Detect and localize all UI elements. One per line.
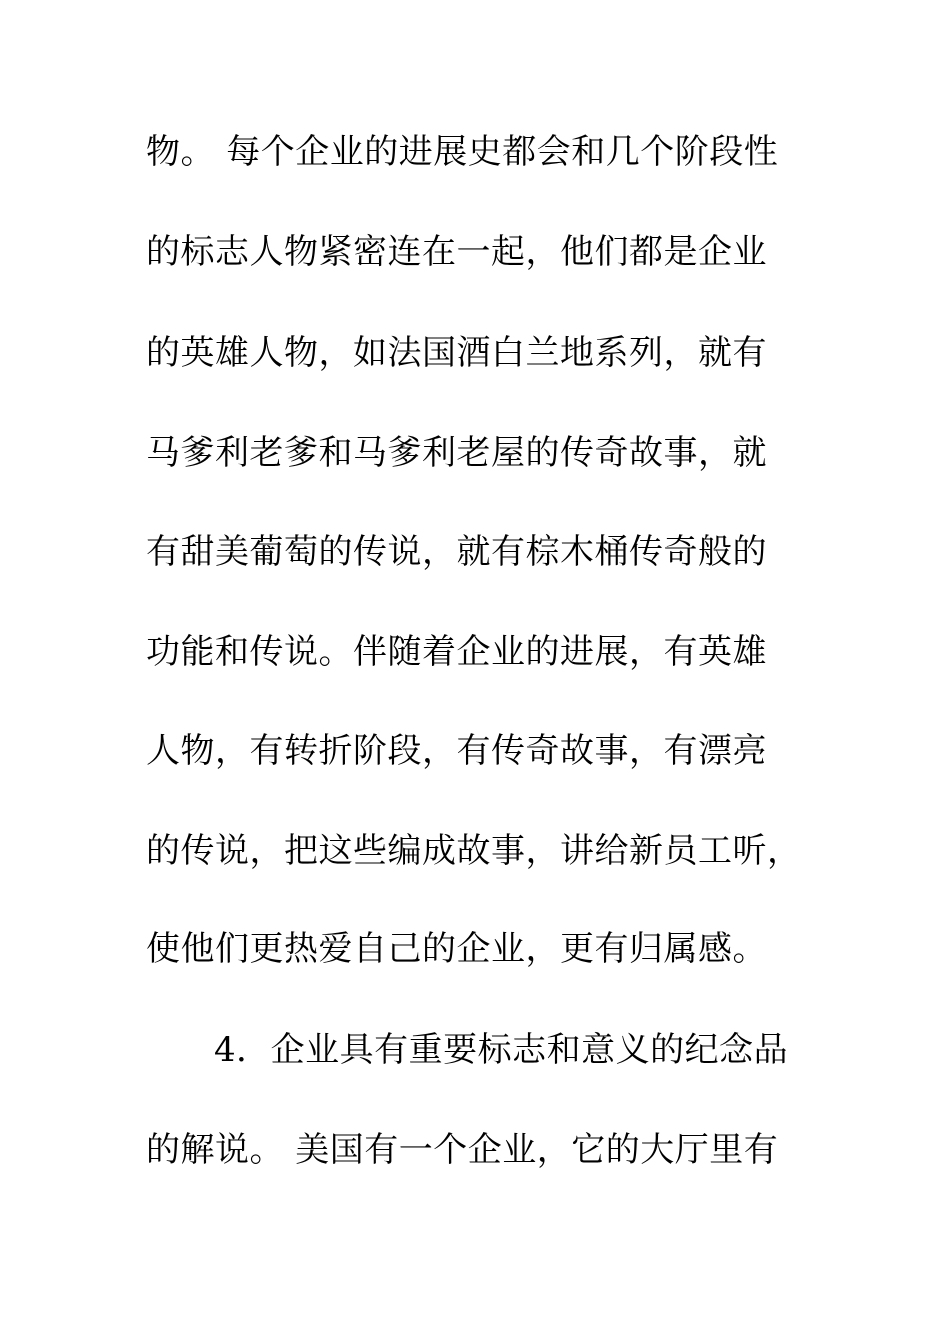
paragraph-line: 人物，有转折阶段，有传奇故事，有漂亮 [146, 731, 767, 771]
section-heading-line: 4．企业具有重要标志和意义的纪念品 [214, 1030, 789, 1070]
paragraph-line: 的传说，把这些编成故事，讲给新员工听， [146, 831, 802, 871]
paragraph-line: 的解说。 美国有一个企业，它的大厅里有 [146, 1130, 779, 1170]
paragraph-line: 的英雄人物，如法国酒白兰地系列，就有 [146, 333, 767, 373]
paragraph-line: 使他们更热爱自己的企业，更有归属感。 [146, 929, 767, 969]
paragraph-line: 功能和传说。伴随着企业的进展，有英雄 [146, 632, 767, 672]
paragraph-line: 的标志人物紧密连在一起，他们都是企业 [146, 232, 767, 272]
paragraph-line: 物。 每个企业的进展史都会和几个阶段性 [146, 132, 779, 172]
paragraph-line: 有甜美葡萄的传说，就有棕木桶传奇般的 [146, 532, 767, 572]
paragraph-line: 马爹利老爹和马爹利老屋的传奇故事，就 [146, 433, 767, 473]
